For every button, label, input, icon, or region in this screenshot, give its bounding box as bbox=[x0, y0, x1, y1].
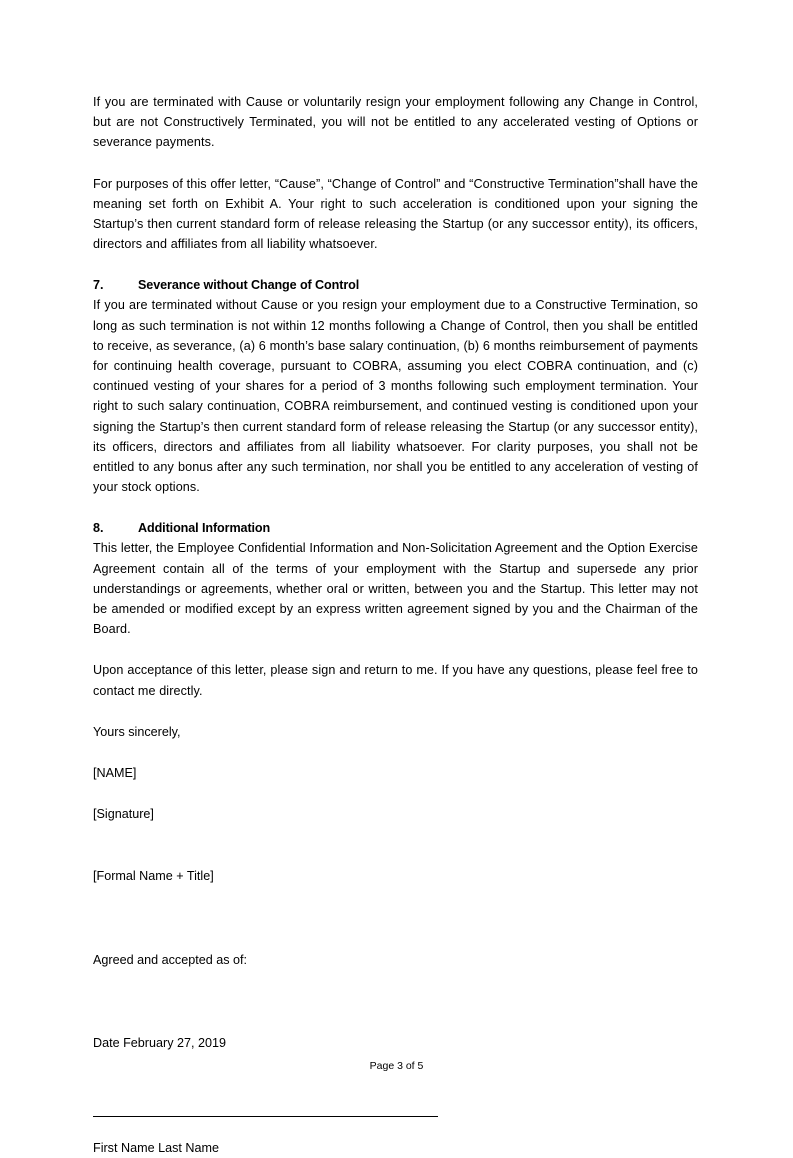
section-heading-7 bbox=[93, 275, 698, 295]
paragraph-spacer bbox=[93, 254, 698, 275]
page-footer: Page 3 of 5 bbox=[369, 1060, 424, 1072]
document-body bbox=[93, 92, 698, 1158]
paragraph-spacer bbox=[93, 783, 698, 804]
paragraph-spacer bbox=[93, 1074, 698, 1095]
paragraph-spacer bbox=[93, 1117, 698, 1138]
section-number-8: 8. bbox=[93, 521, 104, 536]
section-body-7: If you are terminated without Cause or you resign your employment due to a Constructive Termination, so long as such termination is not within 12 months following a Change of Control, then you shall be entitled to receive, as severance, (a) 6 month’s base salary continuation, (b) 6 months reimbursement of payments for continuing health coverage, pursuant to COBRA, assuming you elect COBRA continuation, and (c) continued vesting of your shares for a period of 3 months following such employment termination. Your right to such salary continuation, COBRA reimbursement, and continued vesting is conditioned upon your signing the Startup’s then current standard form of release releasing the Startup (or any successor entity), its officers, directors and affiliates from all liability whatsoever. For clarity purposes, you shall not be entitled to any bonus after any such termination, nor shall you be entitled to any acceleration of vesting of your stock options. bbox=[93, 298, 698, 495]
paragraph-spacer bbox=[93, 908, 698, 929]
paragraph-definitions: For purposes of this offer letter, “Cause”, “Change of Control” and “Constructive Termination”shall have the meaning set forth on Exhibit A. Your right to such acceleration is conditioned upon your signing the Startup’s then current standard form of release releasing the Startup (or any successor entity), its officers, directors and affiliates from all liability whatsoever. bbox=[93, 176, 698, 252]
formal-name-placeholder: [Formal Name + Title] bbox=[93, 869, 214, 884]
paragraph-termination-with-cause: If you are terminated with Cause or voluntarily resign your employment following any Change in Control, but are not Constructively Terminated, you will not be entitled to any accelerated vesting of Options or severance payments. bbox=[93, 95, 698, 150]
paragraph-spacer bbox=[93, 497, 698, 518]
paragraph-spacer bbox=[93, 742, 698, 763]
acceptance-label: Agreed and accepted as of: bbox=[93, 952, 248, 967]
paragraph-spacer bbox=[93, 701, 698, 722]
date-line: Date February 27, 2019 bbox=[93, 1035, 227, 1050]
paragraph-spacer bbox=[93, 1095, 698, 1116]
paragraph-spacer bbox=[93, 970, 698, 991]
paragraph-spacer bbox=[93, 845, 698, 866]
paragraph-spacer bbox=[93, 639, 698, 660]
paragraph-spacer bbox=[93, 824, 698, 845]
paragraph-closing: Upon acceptance of this letter, please sign and return to me. If you have any questions, please feel free to contact me directly. bbox=[93, 663, 698, 698]
signature-placeholder: [Signature] bbox=[93, 807, 154, 822]
paragraph-spacer bbox=[93, 887, 698, 908]
signer-name: First Name Last Name bbox=[93, 1141, 219, 1156]
paragraph-spacer bbox=[93, 991, 698, 1012]
section-number-7: 7. bbox=[93, 278, 104, 293]
section-title-7: Severance without Change of Control bbox=[138, 278, 360, 293]
paragraph-spacer bbox=[93, 929, 698, 950]
section-body-8: This letter, the Employee Confidential Information and Non-Solicitation Agreement and the Option Exercise Agreement contain all of the terms of your employment with the Startup and supersede any prior understandings or agreements, whether oral or written, between you and the Startup. This letter may not be amended or modified except by an express written agreement signed by you and the Chairman of the Board. bbox=[93, 541, 698, 637]
section-heading-8 bbox=[93, 518, 698, 538]
paragraph-spacer bbox=[93, 1012, 698, 1033]
name-placeholder: [NAME] bbox=[93, 766, 137, 781]
signoff-text: Yours sincerely, bbox=[93, 724, 181, 739]
paragraph-spacer bbox=[93, 153, 698, 174]
section-title-8: Additional Information bbox=[138, 521, 271, 536]
